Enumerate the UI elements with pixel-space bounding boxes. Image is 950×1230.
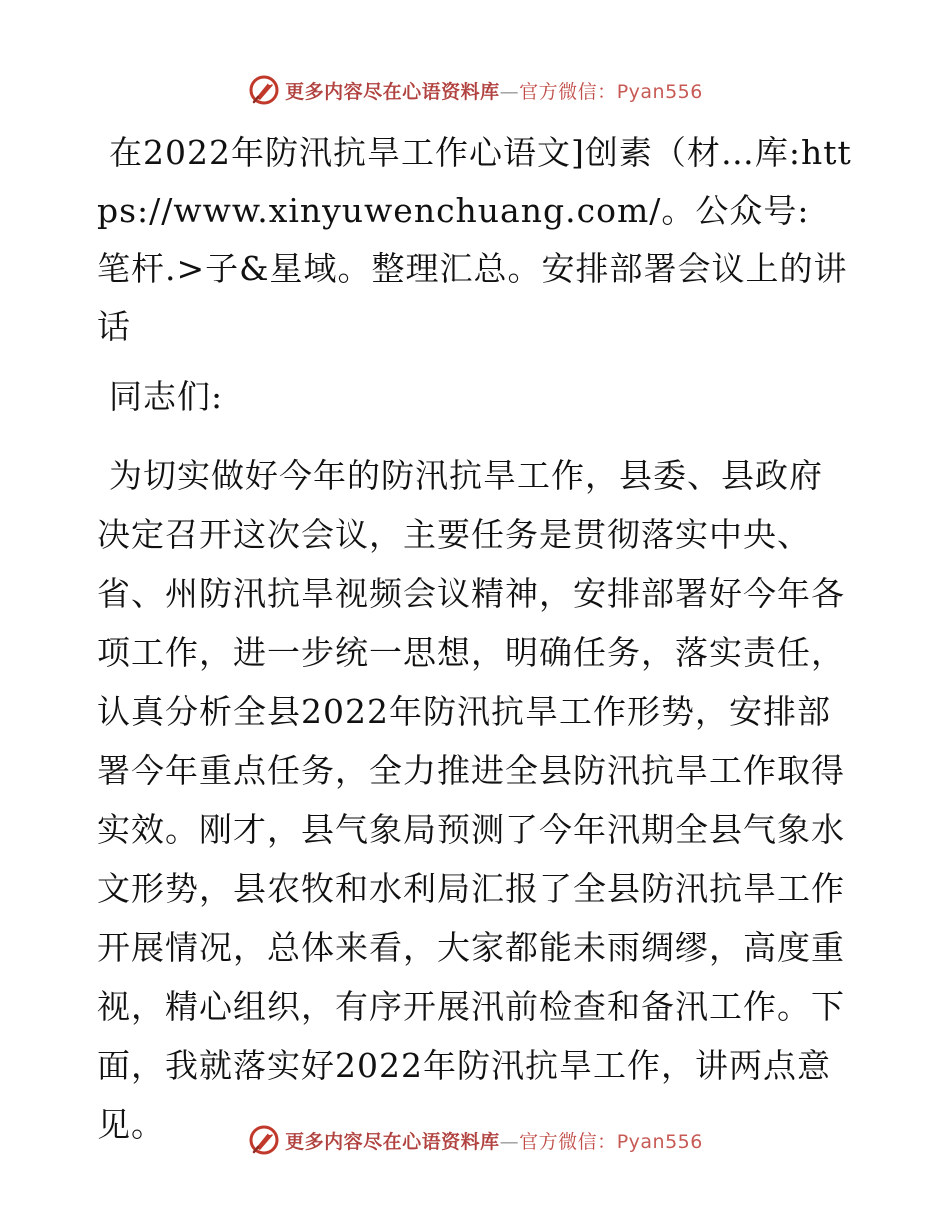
banner-separator: — [499, 1130, 520, 1153]
quill-pen-logo-icon [247, 73, 281, 107]
banner-separator: — [499, 80, 520, 103]
banner-site-name: 更多内容尽在心语资料库 [285, 1130, 500, 1153]
banner-site-name: 更多内容尽在心语资料库 [285, 80, 500, 103]
document-title: 在2022年防汛抗旱工作心语文]创素（材…库:https://www.xinyuwenchuang.com/。公众号: 笔杆.>子&星域。整理汇总。安排部署会议上的讲话 [97, 133, 852, 346]
banner-official-label: 官方微信： [519, 80, 617, 103]
banner-account-id: Pyan556 [616, 80, 703, 103]
footer-banner [0, 1120, 950, 1160]
banner-official-label: 官方微信： [519, 1130, 617, 1153]
header-banner [0, 70, 950, 110]
banner-account-id: Pyan556 [616, 1130, 703, 1153]
quill-pen-logo-icon [247, 1123, 281, 1157]
body-paragraph: 为切实做好今年的防汛抗旱工作，县委、县政府决定召开这次会议，主要任务是贯彻落实中央、省、州防汛抗旱视频会议精神，安排部署好今年各项工作，进一步统一思想，明确任务，落实责任，认真分析全县2022年防汛抗旱工作形势，安排部署今年重点任务，全力推进全县防汛抗旱工作取得实效。刚才，县气象局预测了今年汛期全县气象水文形势，县农牧和水利局汇报了全县防汛抗旱工作开展情况，总体来看，大家都能未雨绸缪，高度重视，精心组织，有序开展汛前检查和备汛工作。下面，我就落实好2022年防汛抗旱工作，讲两点意见。 [97, 456, 845, 1144]
document-body [97, 124, 853, 1154]
salutation: 同志们: [109, 377, 224, 416]
